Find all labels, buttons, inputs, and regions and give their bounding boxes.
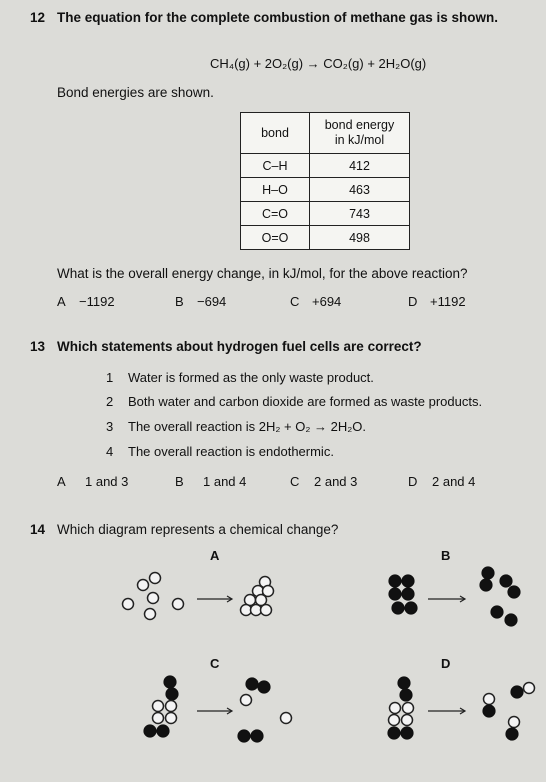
table-cell-energy: 498 xyxy=(310,226,410,250)
atom xyxy=(281,713,292,724)
atom xyxy=(164,676,176,688)
q12-option-a[interactable]: A −1192 xyxy=(57,294,115,309)
atom xyxy=(402,715,413,726)
diagram-d[interactable] xyxy=(388,677,535,740)
atom xyxy=(166,713,177,724)
atom xyxy=(150,573,161,584)
q13-statement-2: 2 Both water and carbon dioxide are formed as waste products. xyxy=(106,394,483,409)
atom xyxy=(173,599,184,610)
table-header-energy-line2: in kJ/mol xyxy=(334,133,385,147)
atom xyxy=(145,609,156,620)
atom xyxy=(482,567,494,579)
table-cell-bond: H–O xyxy=(241,178,310,202)
atom xyxy=(491,606,503,618)
atom xyxy=(389,575,401,587)
atom xyxy=(241,695,252,706)
table-cell-energy: 463 xyxy=(310,178,410,202)
atom xyxy=(157,725,169,737)
atom xyxy=(153,713,164,724)
atom xyxy=(389,588,401,600)
atom xyxy=(509,717,520,728)
atom xyxy=(480,579,492,591)
atom xyxy=(261,605,272,616)
atom xyxy=(524,683,535,694)
atom xyxy=(401,727,413,739)
q12-number: 12 xyxy=(30,10,46,25)
atom xyxy=(389,715,400,726)
q14-text: Which diagram represents a chemical change? xyxy=(57,522,339,537)
atom xyxy=(144,725,156,737)
table-cell-bond: C=O xyxy=(241,202,310,226)
q13-text: Which statements about hydrogen fuel cells are correct? xyxy=(57,339,422,354)
table-header-energy-line1: bond energy xyxy=(324,118,395,132)
atom xyxy=(402,588,414,600)
atom xyxy=(258,681,270,693)
q12-option-d[interactable]: D +1192 xyxy=(408,294,466,309)
q13-option-d[interactable]: D 2 and 4 xyxy=(408,474,476,489)
atom xyxy=(506,728,518,740)
q12-option-c[interactable]: C +694 xyxy=(290,294,342,309)
atom xyxy=(508,586,520,598)
q13-statement-1: 1 Water is formed as the only waste product. xyxy=(106,370,374,385)
atom xyxy=(166,701,177,712)
diagram-label-a: A xyxy=(210,548,220,563)
table-cell-bond: C–H xyxy=(241,154,310,178)
table-header-bond: bond xyxy=(241,113,310,154)
diagram-b[interactable] xyxy=(389,567,520,626)
q13-statement-4: 4 The overall reaction is endothermic. xyxy=(106,444,334,459)
q12-text: The equation for the complete combustion of methane gas is shown. xyxy=(57,10,499,25)
atom xyxy=(402,575,414,587)
diagram-a[interactable] xyxy=(123,573,274,620)
q13-option-b[interactable]: B 1 and 4 xyxy=(175,474,247,489)
atom xyxy=(256,595,267,606)
atom xyxy=(500,575,512,587)
atom xyxy=(511,686,523,698)
atom xyxy=(392,602,404,614)
atom xyxy=(166,688,178,700)
atom xyxy=(251,730,263,742)
atom xyxy=(238,730,250,742)
q12-option-b[interactable]: B −694 xyxy=(175,294,227,309)
q13-statement-3: 3 The overall reaction is 2H₂ + O₂ → 2H₂O. xyxy=(106,419,367,434)
atom xyxy=(398,677,410,689)
atom xyxy=(484,694,495,705)
q12-question: What is the overall energy change, in kJ/mol, for the above reaction? xyxy=(57,266,468,281)
atom xyxy=(123,599,134,610)
table-cell-bond: O=O xyxy=(241,226,310,250)
atom xyxy=(505,614,517,626)
atom xyxy=(483,705,495,717)
diagram-label-d: D xyxy=(441,656,451,671)
table-cell-energy: 743 xyxy=(310,202,410,226)
q14-number: 14 xyxy=(30,522,46,537)
atom xyxy=(403,703,414,714)
atom xyxy=(153,701,164,712)
atom xyxy=(400,689,412,701)
q13-option-a[interactable]: A 1 and 3 xyxy=(57,474,129,489)
atom xyxy=(138,580,149,591)
q13-option-c[interactable]: C 2 and 3 xyxy=(290,474,358,489)
diagram-label-b: B xyxy=(441,548,451,563)
atom xyxy=(405,602,417,614)
atom xyxy=(390,703,401,714)
atom xyxy=(148,593,159,604)
q12-equation: CH₄(g) + 2O₂(g) → CO₂(g) + 2H₂O(g) xyxy=(210,56,427,71)
atom xyxy=(388,727,400,739)
diagram-label-c: C xyxy=(210,656,220,671)
atom xyxy=(246,678,258,690)
diagram-c[interactable] xyxy=(144,676,292,742)
table-cell-energy: 412 xyxy=(310,154,410,178)
q13-number: 13 xyxy=(30,339,46,354)
q12-bond-intro: Bond energies are shown. xyxy=(57,85,214,100)
